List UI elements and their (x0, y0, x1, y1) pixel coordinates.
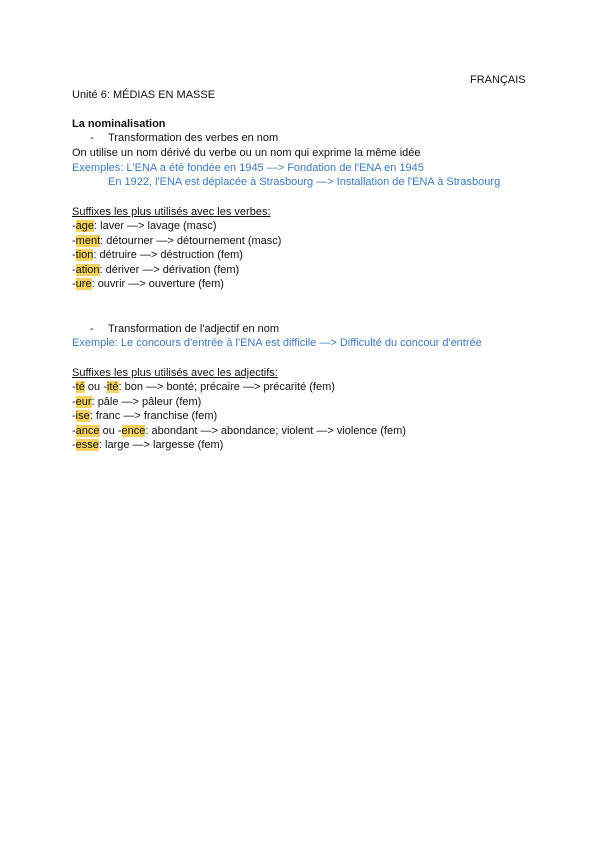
example-adjective: Exemple: Le concours d'entrée à l'ENA est difficile —> Difficulté du concour d'entrée (72, 337, 482, 349)
list-item (72, 424, 406, 438)
suffix-example: : ouvrir —> ouverture (fem) (91, 278, 224, 290)
suffix-highlight: ance (75, 425, 100, 437)
suffix-highlight: eur (75, 396, 92, 408)
bullet-adjective-to-noun: Transformation de l'adjectif en nom (108, 323, 280, 335)
suffix-highlight: ise (75, 410, 90, 422)
definition-text: On utilise un nom dérivé du verbe ou un nom qui exprime la même idée (72, 147, 421, 159)
list-item (72, 438, 223, 452)
list-item (72, 395, 201, 409)
suffix-highlight: ment (75, 235, 101, 247)
dash: - (72, 235, 76, 247)
suffix-highlight: tion (75, 249, 94, 261)
dash: - (72, 381, 76, 393)
suffix-highlight: té (75, 381, 85, 393)
dash: - (72, 264, 76, 276)
suffix-or: ou - (99, 425, 122, 437)
bullet-dash: - (90, 132, 94, 144)
list-item (72, 248, 243, 262)
suffix-example: : détruire —> déstruction (fem) (93, 249, 243, 261)
adj-suffix-heading: Suffixes les plus utilisés avec les adjectifs: (72, 367, 278, 379)
list-item (72, 409, 217, 423)
dash: - (72, 396, 76, 408)
example-line-1: Exemples: L'ENA a été fondée en 1945 —> Fondation de l'ENA en 1945 (72, 162, 424, 174)
dash: - (72, 220, 76, 232)
unit-title: Unité 6: MÉDIAS EN MASSE (72, 89, 216, 101)
list-item (72, 219, 217, 233)
suffix-example: : laver —> lavage (masc) (94, 220, 217, 232)
suffix-highlight-2: ité (106, 381, 119, 393)
dash: - (72, 425, 76, 437)
suffix-example: : détourner —> détournement (masc) (100, 235, 282, 247)
suffix-example: : bon —> bonté; précaire —> précarité (fem) (118, 381, 335, 393)
list-item (72, 263, 239, 277)
list-item (72, 277, 224, 291)
suffix-highlight: esse (75, 439, 99, 451)
dash: - (72, 249, 76, 261)
suffix-or: ou - (84, 381, 107, 393)
suffix-example: : abondant —> abondance; violent —> violence (fem) (145, 425, 406, 437)
verb-suffix-heading: Suffixes les plus utilisés avec les verbes: (72, 206, 271, 218)
suffix-example: : pâle —> pâleur (fem) (91, 396, 202, 408)
suffix-example: : dériver —> dérivation (fem) (99, 264, 240, 276)
suffix-highlight: ure (75, 278, 92, 290)
example-line-2: En 1922, l'ENA est déplacée à Strasbourg —> Installation de l'ENA à Strasbourg (108, 176, 501, 188)
dash: - (72, 439, 76, 451)
dash: - (72, 278, 76, 290)
subject-label: FRANÇAIS (470, 74, 526, 86)
bullet-dash: - (90, 323, 94, 335)
section-title-nominalisation: La nominalisation (72, 118, 166, 130)
suffix-highlight: ation (75, 264, 100, 276)
suffix-highlight-2: ence (121, 425, 146, 437)
suffix-example: : large —> largesse (fem) (98, 439, 224, 451)
list-item (72, 380, 335, 394)
suffix-example: : franc —> franchise (fem) (89, 410, 218, 422)
dash: - (72, 410, 76, 422)
suffix-highlight: age (75, 220, 95, 232)
bullet-verbs-to-noun: Transformation des verbes en nom (108, 132, 279, 144)
list-item (72, 234, 281, 248)
